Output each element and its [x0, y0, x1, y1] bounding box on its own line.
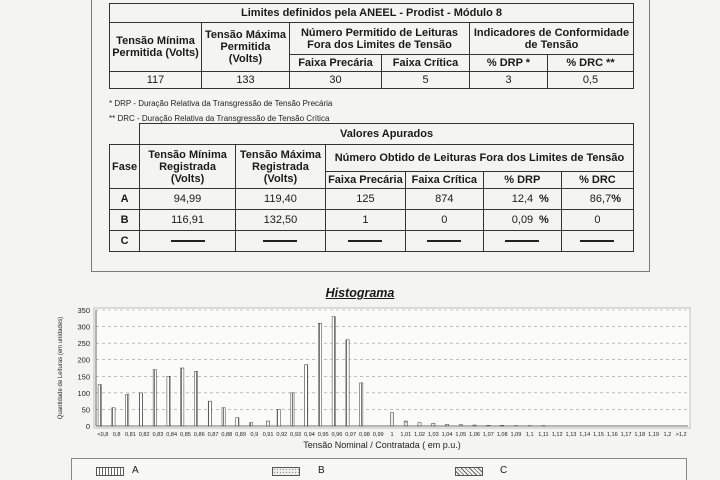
x-tick-label: 0,92	[276, 432, 288, 438]
bar-b	[404, 421, 407, 426]
x-tick-label: 1,08	[496, 432, 508, 438]
x-tick-label: 1,05	[455, 432, 467, 438]
x-tick-label: 0,95	[317, 432, 329, 438]
bar-b	[445, 424, 448, 426]
x-tick-label: 1,04	[441, 432, 453, 438]
bar-a	[208, 401, 211, 426]
x-tick-label: 0,96	[331, 432, 343, 438]
measured-col-min: Tensão Mínima Registrada (Volts)	[140, 145, 236, 189]
x-tick-label: 0,91	[262, 432, 274, 438]
row-min: 94,99	[140, 189, 236, 210]
x-tick-label: 0,83	[152, 432, 164, 438]
footnote-drc: ** DRC - Duração Relativa da Transgressão de Tensão Crítica	[109, 114, 330, 123]
row-critica: 0	[405, 210, 483, 231]
row-max: 132,50	[236, 210, 326, 231]
legend-label-a: A	[132, 465, 139, 476]
bar-a	[222, 408, 225, 426]
footnotes	[109, 96, 332, 126]
bar-b	[501, 425, 504, 426]
row-drc	[561, 189, 633, 210]
limits-sub-critica: Faixa Crítica	[382, 55, 470, 72]
y-tick-label: 350	[77, 306, 90, 315]
row-drc	[561, 210, 633, 231]
limits-sub-drc: % DRC **	[548, 55, 634, 72]
x-tick-label: 1,13	[565, 432, 577, 438]
limits-table-title: Limites definidos pela ANEEL - Prodist - Módulo 8	[110, 4, 634, 23]
measured-col-max: Tensão Máxima Registrada (Volts)	[236, 145, 326, 189]
x-tick-label: 1,06	[469, 432, 481, 438]
legend-label-c: C	[500, 465, 508, 476]
empty-dash	[505, 240, 539, 242]
x-tick-label: 0,98	[359, 432, 370, 438]
limits-col-max: Tensão Máxima Permitida (Volts)	[202, 23, 290, 72]
measured-table	[109, 123, 634, 252]
bar-a	[181, 368, 184, 426]
row-drp	[483, 189, 561, 210]
measured-col-fase: Fase	[110, 145, 140, 189]
x-tick-label: 0,9	[250, 432, 259, 438]
x-tick-label: 0,97	[345, 432, 357, 438]
row-drp-value: 12,4	[511, 193, 534, 205]
legend-swatch-a	[96, 467, 124, 476]
x-tick-label: 1,17	[620, 432, 632, 438]
row-min: 116,91	[140, 210, 236, 231]
measured-col-readings: Número Obtido de Leituras Fora dos Limites de Tensão	[325, 145, 633, 172]
x-tick-label: 0,87	[207, 432, 219, 438]
row-critica: 874	[405, 189, 483, 210]
bar-a	[153, 370, 156, 426]
empty-dash	[348, 240, 382, 242]
bar-a	[98, 385, 101, 426]
bar-a	[139, 393, 142, 426]
x-tick-label: <0,8	[97, 432, 109, 438]
x-tick-label: 1,02	[414, 432, 425, 438]
bar-a	[305, 365, 308, 426]
limits-val-precaria: 30	[290, 72, 382, 89]
table-row	[110, 189, 634, 210]
measured-sub-critica: Faixa Crítica	[405, 172, 483, 189]
x-tick-label: 0,8	[112, 432, 121, 438]
bar-a	[250, 423, 253, 426]
x-tick-label: 1,11	[538, 432, 549, 438]
limits-val-max: 133	[202, 72, 290, 89]
y-tick-label: 100	[77, 388, 90, 398]
y-axis-label: Quantidade de Leituras (em unidades)	[58, 316, 64, 420]
row-drc-value: 86,7	[589, 193, 612, 205]
measured-sub-drp: % DRP	[483, 172, 561, 189]
x-tick-label: 1,1	[525, 432, 534, 438]
bar-b	[432, 423, 435, 426]
row-fase: C	[110, 231, 140, 252]
bar-a	[318, 323, 321, 426]
limits-col-readings: Número Permitido de Leituras Fora dos Limites de Tensão	[290, 23, 470, 55]
x-tick-label: 1,09	[510, 432, 522, 438]
limits-val-min: 117	[110, 72, 202, 89]
x-tick-label: 0,99	[372, 432, 384, 438]
empty-dash	[171, 240, 205, 242]
x-tick-label: 1,14	[579, 432, 591, 438]
bar-a	[126, 395, 129, 426]
x-tick-label: 0,89	[235, 432, 247, 438]
measured-sub-precaria: Faixa Precária	[325, 172, 405, 189]
bar-b	[487, 425, 490, 426]
pct-sign: %	[611, 193, 621, 205]
x-tick-label: 1,18	[634, 432, 646, 438]
x-tick-label: 1,15	[593, 432, 604, 438]
x-tick-label: 0,86	[193, 432, 205, 438]
limits-val-critica: 5	[382, 72, 470, 89]
row-precaria: 1	[325, 210, 405, 231]
limits-sub-drp: % DRP *	[470, 55, 548, 72]
row-drc-value: 0	[594, 214, 601, 226]
bar-a	[194, 371, 197, 426]
row-fase: A	[110, 189, 140, 210]
row-precaria: 125	[325, 189, 405, 210]
pct-sign: %	[539, 193, 549, 205]
footnote-drp: * DRP - Duração Relativa da Transgressão de Tensão Precária	[109, 99, 333, 108]
x-tick-label: 0,82	[138, 432, 150, 438]
x-tick-label: 1,03	[427, 432, 439, 438]
x-tick-label: 1,01	[400, 432, 412, 438]
limits-val-drc: 0,5	[548, 72, 634, 89]
bar-b	[418, 423, 421, 426]
y-tick-label: 0	[85, 422, 90, 431]
histogram-chart	[0, 300, 720, 460]
limits-col-min: Tensão Mínima Permitida (Volts)	[110, 23, 202, 72]
row-drp-value: 0,09	[511, 214, 534, 226]
bar-b	[390, 413, 393, 426]
pct-sign: %	[539, 214, 549, 226]
x-tick-label: 1	[390, 432, 394, 438]
x-tick-label: 1,19	[648, 432, 660, 438]
bar-a	[236, 418, 239, 426]
histogram-title: Histograma	[325, 286, 395, 300]
limits-val-drp: 3	[470, 72, 548, 89]
empty-dash	[263, 240, 297, 242]
chart-legend	[71, 458, 687, 480]
measured-sub-drc: % DRC	[561, 172, 633, 189]
empty-dash	[427, 240, 461, 242]
legend-swatch-b	[272, 467, 300, 476]
table-row	[110, 210, 634, 231]
measured-table-title: Valores Apurados	[140, 124, 634, 145]
x-tick-label: >1,2	[675, 432, 687, 438]
x-tick-label: 0,94	[303, 432, 315, 438]
x-tick-label: 1,12	[551, 432, 563, 438]
bar-a	[346, 340, 349, 426]
limits-table	[109, 3, 634, 89]
bar-b	[266, 421, 269, 426]
y-tick-label: 300	[77, 322, 90, 332]
x-tick-label: 0,81	[124, 432, 136, 438]
y-tick-label: 50	[81, 405, 90, 415]
legend-swatch-c	[455, 467, 483, 476]
limits-col-indicators: Indicadores de Conformidade de Tensão	[470, 23, 634, 55]
bar-b	[473, 425, 476, 426]
bar-b	[459, 425, 462, 426]
x-tick-label: 1,2	[663, 432, 672, 438]
empty-dash	[580, 240, 614, 242]
limits-sub-precaria: Faixa Precária	[290, 55, 382, 72]
row-max: 119,40	[236, 189, 326, 210]
bar-a	[112, 408, 115, 426]
x-tick-label: 0,88	[221, 432, 233, 438]
bar-a	[277, 409, 280, 426]
x-axis-label: Tensão Nominal / Contratada ( em p.u.)	[303, 440, 461, 450]
row-drp	[483, 210, 561, 231]
y-tick-label: 250	[77, 339, 90, 349]
table-row	[110, 231, 634, 252]
x-tick-label: 0,85	[180, 432, 191, 438]
bar-a	[360, 383, 363, 426]
x-tick-label: 1,16	[606, 432, 618, 438]
y-tick-label: 150	[77, 372, 90, 382]
x-tick-label: 0,84	[166, 432, 178, 438]
y-tick-label: 200	[77, 355, 90, 365]
bar-a	[332, 317, 335, 426]
x-tick-label: 1,07	[482, 432, 494, 438]
legend-label-b: B	[318, 465, 325, 476]
bar-a	[167, 376, 170, 426]
bar-a	[291, 393, 294, 426]
x-tick-label: 0,93	[290, 432, 302, 438]
row-fase: B	[110, 210, 140, 231]
